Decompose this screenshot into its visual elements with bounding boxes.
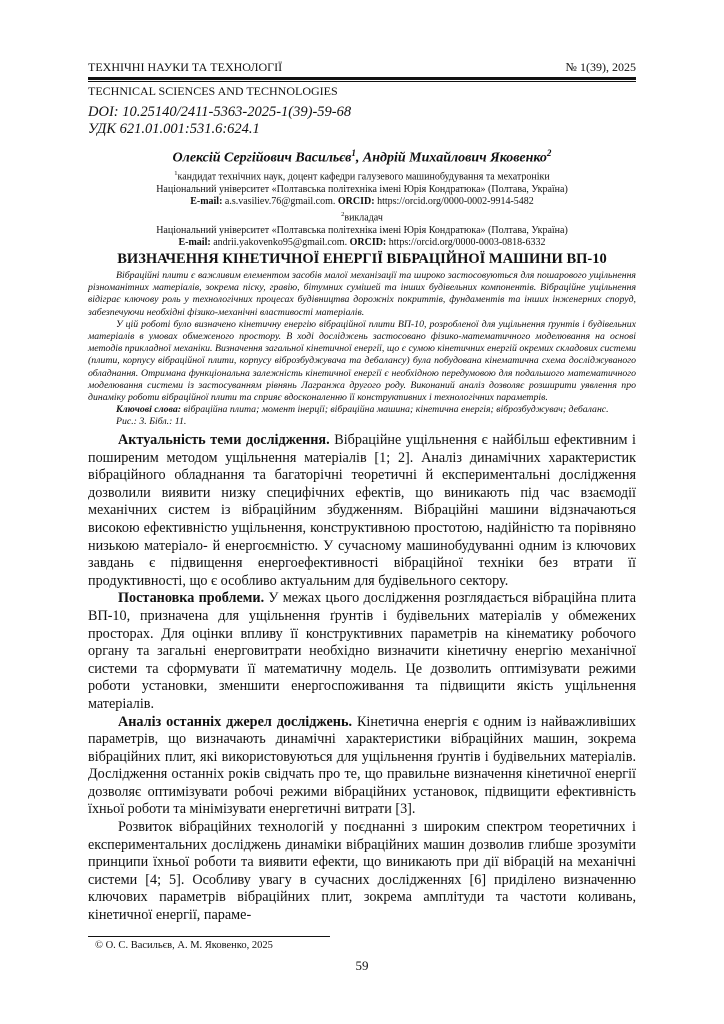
running-header — [88, 60, 636, 75]
header-rule — [88, 77, 636, 82]
abstract-paragraph: Вібраційні плити є важливим елементом засобів малої механізації та широко застосовуються для пошарового ущільнення різноманітних матеріалів, зокрема піску, гравію, бітумних сумішей та інших будівельних компонентів. Вібраційне ущільнення відіграє ключову роль у технологічних процесах будівництва дорожніх покриттів, фундаментів та інших інженерних споруд, забезпечуючи необхідні фізико-механічні властивості матеріалів. — [88, 270, 636, 318]
journal-title-ua: ТЕХНІЧНІ НАУКИ ТА ТЕХНОЛОГІЇ — [88, 60, 283, 74]
journal-title-en: TECHNICAL SCIENCES AND TECHNOLOGIES — [88, 84, 338, 98]
author-1-email-link[interactable]: a.s.vasiliev.76@gmail.com — [224, 196, 333, 208]
body-paragraph — [88, 590, 636, 713]
author-1-orcid-link[interactable]: https://orcid.org/0000-0002-9914-5482 — [377, 196, 534, 208]
orcid-label: ORCID: — [349, 237, 387, 249]
email-label: E-mail: — [178, 237, 211, 249]
authors: Олексій Сергійович Васильєв$^1$, Андрій Михайлович Яковенко$^2$ — [172, 148, 552, 166]
udk: УДК 621.01.001:531.6:624.1 — [88, 121, 260, 137]
article-body — [88, 432, 636, 925]
author-2-orcid-link[interactable]: https://orcid.org/0000-0003-0818-6332 — [388, 237, 546, 249]
body-paragraph — [88, 432, 636, 590]
abstract — [88, 270, 636, 429]
keywords-label: Ключові слова: — [116, 404, 182, 416]
section-heading: Постановка проблеми. — [118, 590, 265, 607]
section-heading: Аналіз останніх джерел досліджень. — [118, 713, 353, 730]
author-1-position: кандидат технічних наук, доцент кафедри галузевого машинобудування та мехатроніки — [177, 171, 550, 183]
affiliations: $^1$кандидат технічних наук, доцент кафедри галузевого машинобудування та мехатроніки Національний університет «Полтавська політехніка імені Юрія Кондратюка» (Полтава, Україна) E-mail: a.s.vasiliev.76@gmail.com. ORCID: https://orcid.org/0000-0002-9914-5482 $^2$викладач Національний університет «Полтавська політехніка імені Юрія Кондратюка» (Полтава, Україна) E-mail: andrii.yakovenko95@gmail.com. ORCID: https://orcid.org/0000-0003-0818-6332 — [88, 168, 636, 250]
footnote-rule — [88, 936, 330, 937]
paragraph-text: Вібраційне ущільнення є найбільш ефективним і поширеним методом ущільнення матеріалів [1; 2]. Аналіз динамічних характеристик вібраційного обладнання та багаторічні теоретичні й експериментальні дослідження дозволили виявити низку специфічних ефектів, що виникають під час взаємодії механічних систем із вібраційним збудженням. Вібраційні машини відзначаються високою ефективністю ущільнення, конструктивною простотою, надійністю та порівняно низькою матеріало- й енергоємністю. У сучасному машинобудуванні одним із ключових завдань є підвищення енергоефективності вібраційної техніки без втрати її продуктивності, що є особливо актуальним для будівельного сектору. — [88, 432, 636, 589]
body-paragraph — [88, 714, 636, 820]
figure-count: Рис.: 3. Бібл.: 11. — [116, 416, 187, 428]
email-label: E-mail: — [190, 196, 223, 208]
author-2: Андрій Михайлович Яковенко — [362, 150, 547, 166]
copyright-footnote: © О. С. Васильєв, А. М. Яковенко, 2025 — [95, 940, 273, 951]
paragraph-text: Розвиток вібраційних технологій у поєднанні з широким спектром теоретичних і експериментальних досліджень динаміки вібраційних машин дозволив глибше зрозуміти принципи їхньої роботи та виявити ефекти, що виникають при дії вібрацій на механічні системи [4; 5]. Особливу увагу в сучасних дослідженнях [6] приділено визначенню ключових параметрів вібраційних плит, зокрема амплітуди та частоти коливань, кінетичної енергії, параме- — [88, 819, 636, 924]
section-heading: Актуальність теми дослідження. — [118, 432, 330, 448]
author-1: Олексій Сергійович Васильєв — [172, 150, 352, 166]
author-2-position: викладач — [344, 212, 383, 224]
author-2-university: Національний університет «Полтавська політехніка імені Юрія Кондратюка» (Полтава, Україна) — [156, 224, 568, 236]
article-title: ВИЗНАЧЕННЯ КІНЕТИЧНОЇ ЕНЕРГІЇ ВІБРАЦІЙНОЇ МАШИНИ ВП-10 — [117, 251, 607, 267]
keywords — [88, 404, 636, 416]
doi: DOI: 10.25140/2411-5363-2025-1(39)-59-68 — [88, 104, 352, 120]
orcid-label: ORCID: — [337, 196, 375, 208]
author-2-email-link[interactable]: andrii.yakovenko95@gmail.com — [213, 237, 345, 249]
identifiers — [88, 104, 636, 138]
keywords-list: вібраційна плита; момент інерції; вібраційна машина; кінетична енергія; віброзбуджувач; дебаланс. — [183, 404, 609, 416]
paragraph-text: Кінетична енергія є одним із найважливіших параметрів, що визначають динамічні характеристики вібраційних машин, зокрема вібраційних плит, які використовуються для ущільнення ґрунтів і будівельних матеріалів. Дослідження останніх років свідчать про те, що правильне визначення кінетичної енергії дозволяє оптимізувати робочі режими вібраційних установок, підвищити ефективність їхньої роботи та мінімізувати енергетичні витрати [3]. — [88, 713, 637, 818]
page-number: 59 — [355, 958, 369, 973]
abstract-paragraph: У цій роботі було визначено кінетичну енергію вібраційної плити ВП-10, розробленої для ущільнення ґрунтів і будівельних матеріалів в умовах обмеженого простору. В ході досліджень застосовано фізико-математичного моделювання на основі методів прикладної механіки. Визначення загальної кінетичної енергії, що є сумою кінетичних енергій окремих складових системи (плити, корпусу вібраційної плити, корпусу віброзбуджувача та дебалансу) була побудована кінематична схема досліджуваного обладнання. Отримана функціональна залежність кінетичної енергії є необхідною передумовою для подальшого математичного моделювання системи із застосуванням рівнянь Лагранжа другого роду. Виконаний аналіз дозволяє розширити уявлення про динаміку роботи вібраційної плити та сприяє вдосконаленню її конструктивних і технологічних параметрів. — [88, 318, 636, 404]
issue-number: № 1(39), 2025 — [565, 60, 636, 74]
body-paragraph — [88, 819, 636, 925]
author-1-university: Національний університет «Полтавська політехніка імені Юрія Кондратюка» (Полтава, Україна) — [156, 183, 568, 195]
paragraph-text: У межах цього дослідження розглядається вібраційна плита ВП-10, призначена для ущільнення ґрунтів і будівельних матеріалів у обмежених просторах. Для оцінки впливу її конструктивних параметрів на кінематику робочого органу та загальні енерговитрати необхідно визначити кінетичну енергію механічної системи та сформувати її математичну модель. Це дозволить оптимізувати режими роботи установки, зменшити енергоспоживання та підвищити якість ущільнення матеріалів. — [88, 590, 636, 712]
